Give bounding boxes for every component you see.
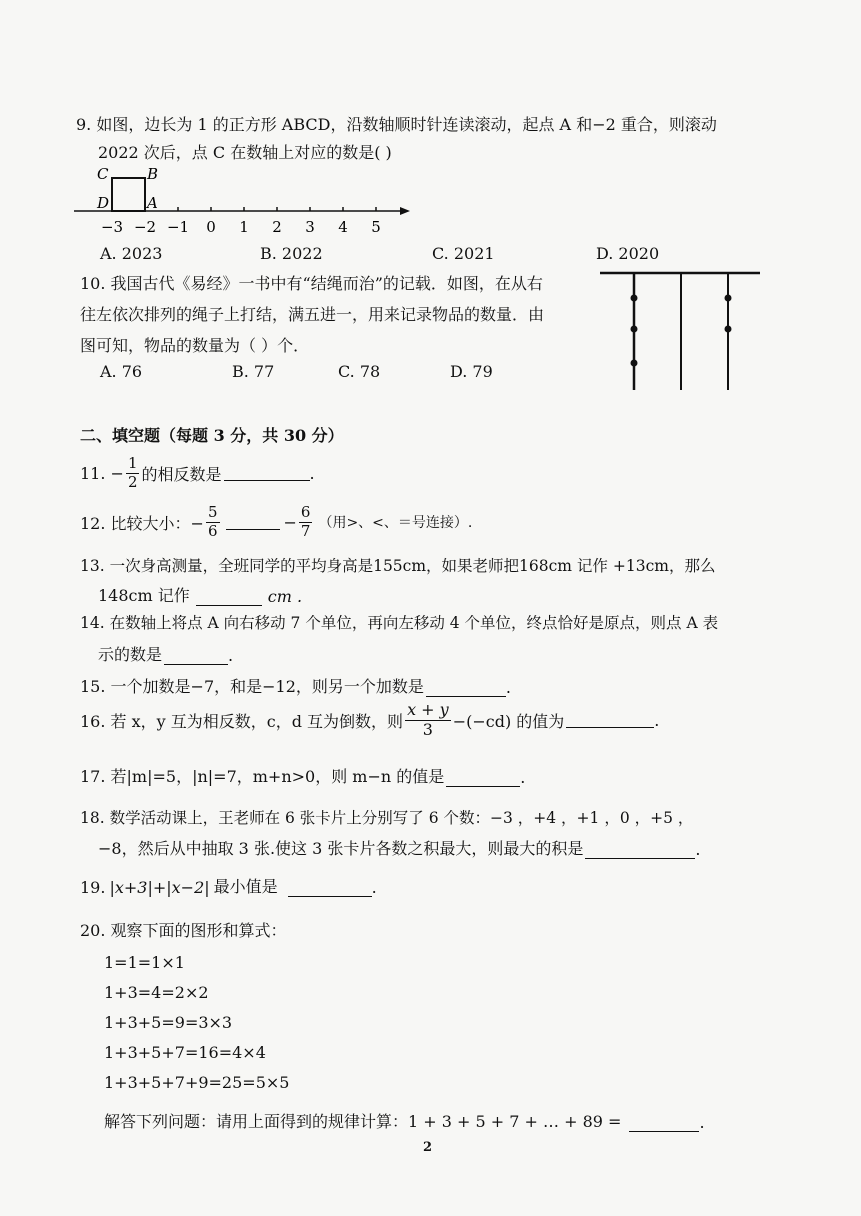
- answer-blank[interactable]: [164, 650, 228, 665]
- q14-line2: 示的数是 .: [98, 642, 233, 665]
- q12-fraction-1: [206, 505, 220, 540]
- tick-label: 2: [272, 218, 282, 236]
- vertex-label-d: D: [97, 194, 110, 212]
- q12-suffix: （用>、<、＝号连接）.: [318, 515, 473, 532]
- knot-rope-figure: [600, 268, 762, 394]
- q9-line2: 2022 次后，点 C 在数轴上对应的数是( ): [98, 143, 392, 162]
- q14-line2-prefix: 示的数是: [98, 645, 163, 664]
- answer-blank[interactable]: [426, 682, 506, 697]
- q11-denominator: 2: [127, 472, 138, 491]
- answer-blank[interactable]: [288, 882, 372, 897]
- q10-option-c: C. 78: [338, 362, 381, 381]
- answer-blank[interactable]: [224, 466, 310, 481]
- q17: 17. 若|m|=5，|n|=7，m+n>0，则 m−n 的值是 .: [80, 764, 525, 787]
- q11-numerator: 1: [127, 454, 138, 472]
- q16-denominator: 3: [422, 719, 433, 739]
- q15: 15. 一个加数是−7，和是−12，则另一个加数是 .: [80, 674, 511, 697]
- q13-line2-prefix: 148cm 记作: [98, 586, 190, 605]
- q12-denominator-1: 6: [207, 521, 218, 540]
- q9-option-c: C. 2021: [432, 244, 495, 263]
- knot: [631, 295, 638, 302]
- q11-prefix: 11. −: [80, 463, 124, 483]
- tick-label: 5: [371, 218, 381, 236]
- q9-option-b: B. 2022: [260, 244, 323, 263]
- q13-line1: 13. 一次身高测量，全班同学的平均身高是155cm，如果老师把168cm 记作 +13cm，那么: [80, 557, 716, 575]
- q20-title: 20. 观察下面的图形和算式：: [80, 921, 287, 940]
- q19-suffix: 最小值是: [213, 877, 278, 896]
- q15-text: 15. 一个加数是−7，和是−12，则另一个加数是: [80, 677, 424, 696]
- vertex-label-a: A: [147, 194, 158, 212]
- q19-prefix: 19.: [80, 878, 106, 897]
- q16-mid: −(−cd) 的值为: [452, 711, 565, 731]
- knot: [631, 360, 638, 367]
- q10-option-a: A. 76: [100, 362, 143, 381]
- tick-label: 0: [206, 218, 216, 236]
- answer-blank[interactable]: [629, 1117, 699, 1132]
- axis-arrow-icon: [400, 207, 410, 215]
- vertex-label-c: C: [97, 165, 109, 183]
- q10-option-d: D. 79: [450, 362, 493, 381]
- q12-numerator-1: 5: [207, 503, 218, 521]
- q10-line2: 往左依次排列的绳子上打结，满五进一，用来记录物品的数量．由: [80, 305, 545, 324]
- q16-numerator: x + y: [407, 700, 449, 719]
- tick-label: −2: [133, 218, 157, 236]
- q20-equation: 1+3=4=2×2: [104, 983, 209, 1002]
- q12-fraction-2: [299, 505, 313, 540]
- q20-equation: 1+3+5+7+9=25=5×5: [104, 1073, 290, 1092]
- answer-blank[interactable]: [446, 772, 520, 787]
- page-number: 2: [423, 1140, 433, 1155]
- q20-equation: 1=1=1×1: [104, 953, 185, 972]
- tick-label: 1: [239, 218, 249, 236]
- q20-question: 解答下列问题：请用上面得到的规律计算：1 + 3 + 5 + 7 + … + 89 = .: [104, 1109, 705, 1132]
- tick-label: −1: [166, 218, 190, 236]
- q10-line3: 图可知，物品的数量为（ ）个．: [80, 336, 310, 355]
- q12-minus: −: [283, 512, 297, 532]
- q9-option-d: D. 2020: [596, 244, 660, 263]
- answer-blank[interactable]: [566, 713, 654, 728]
- number-line-figure: [74, 160, 424, 240]
- q18-line2: −8，然后从中抽取 3 张.使这 3 张卡片各数之积最大，则最大的积是 .: [98, 836, 700, 859]
- tick-label: −3: [100, 218, 124, 236]
- answer-blank[interactable]: [585, 844, 695, 859]
- q12-prefix: 12. 比较大小：−: [80, 513, 204, 533]
- q10-option-b: B. 77: [232, 362, 275, 381]
- q18-line1: 18. 数学活动课上，王老师在 6 张卡片上分别写了 6 个数：−3 ，+4 ，+1 ，0 ，+5 ，: [80, 809, 694, 827]
- q19-expression: |x+3|+|x−2|: [109, 878, 210, 897]
- q11: 11. − $\frac{1}{2}$ 的相反数是 .: [80, 454, 315, 491]
- q19: 19. |x+3|+|x−2| 最小值是 .: [80, 874, 377, 897]
- q9-line1: 9. 如图，边长为 1 的正方形 ABCD，沿数轴顺时针连读滚动，起点 A 和−2 重合，则滚动: [76, 115, 717, 134]
- q16-prefix: 16. 若 x，y 互为相反数，c，d 互为倒数，则: [80, 711, 404, 731]
- vertex-label-b: B: [147, 165, 159, 183]
- q11-suffix: 的相反数是: [141, 464, 222, 484]
- tick-label: 4: [338, 218, 348, 236]
- q12-numerator-2: 6: [300, 503, 311, 521]
- knot: [631, 326, 638, 333]
- q16: 16. 若 x，y 互为相反数，c，d 互为倒数，则 $\frac{x + y}{3}$ −(−cd) 的值为 .: [80, 700, 660, 739]
- q17-text: 17. 若|m|=5，|n|=7，m+n>0，则 m−n 的值是: [80, 767, 445, 786]
- q9-option-a: A. 2023: [100, 244, 163, 263]
- q13-line2: [98, 583, 302, 606]
- q10-line1: 10. 我国古代《易经》一书中有“结绳而治”的记载．如图，在从右: [80, 274, 543, 293]
- answer-blank[interactable]: [226, 515, 280, 530]
- q20-equation: 1+3+5=9=3×3: [104, 1013, 233, 1032]
- square-abcd: [112, 178, 145, 211]
- q20-question-text: 解答下列问题：请用上面得到的规律计算：1 + 3 + 5 + 7 + … + 89 =: [104, 1112, 622, 1131]
- q18-line2-text: −8，然后从中抽取 3 张.使这 3 张卡片各数之积最大，则最大的积是: [98, 839, 584, 858]
- tick-label: 3: [305, 218, 315, 236]
- knot: [725, 295, 732, 302]
- q20-equation: 1+3+5+7=16=4×4: [104, 1043, 266, 1062]
- q14-line1: 14. 在数轴上将点 A 向右移动 7 个单位，再向左移动 4 个单位，终点恰好是原点，则点 A 表: [80, 614, 719, 632]
- q16-fraction: [405, 702, 451, 739]
- q11-fraction: [126, 456, 140, 491]
- q12-denominator-2: 7: [300, 521, 311, 540]
- section-2-title: 二、填空题（每题 3 分，共 30 分）: [80, 426, 344, 445]
- knot: [725, 326, 732, 333]
- q13-line2-suffix: cm .: [267, 587, 303, 606]
- answer-blank[interactable]: [196, 591, 262, 606]
- q12: [80, 505, 472, 540]
